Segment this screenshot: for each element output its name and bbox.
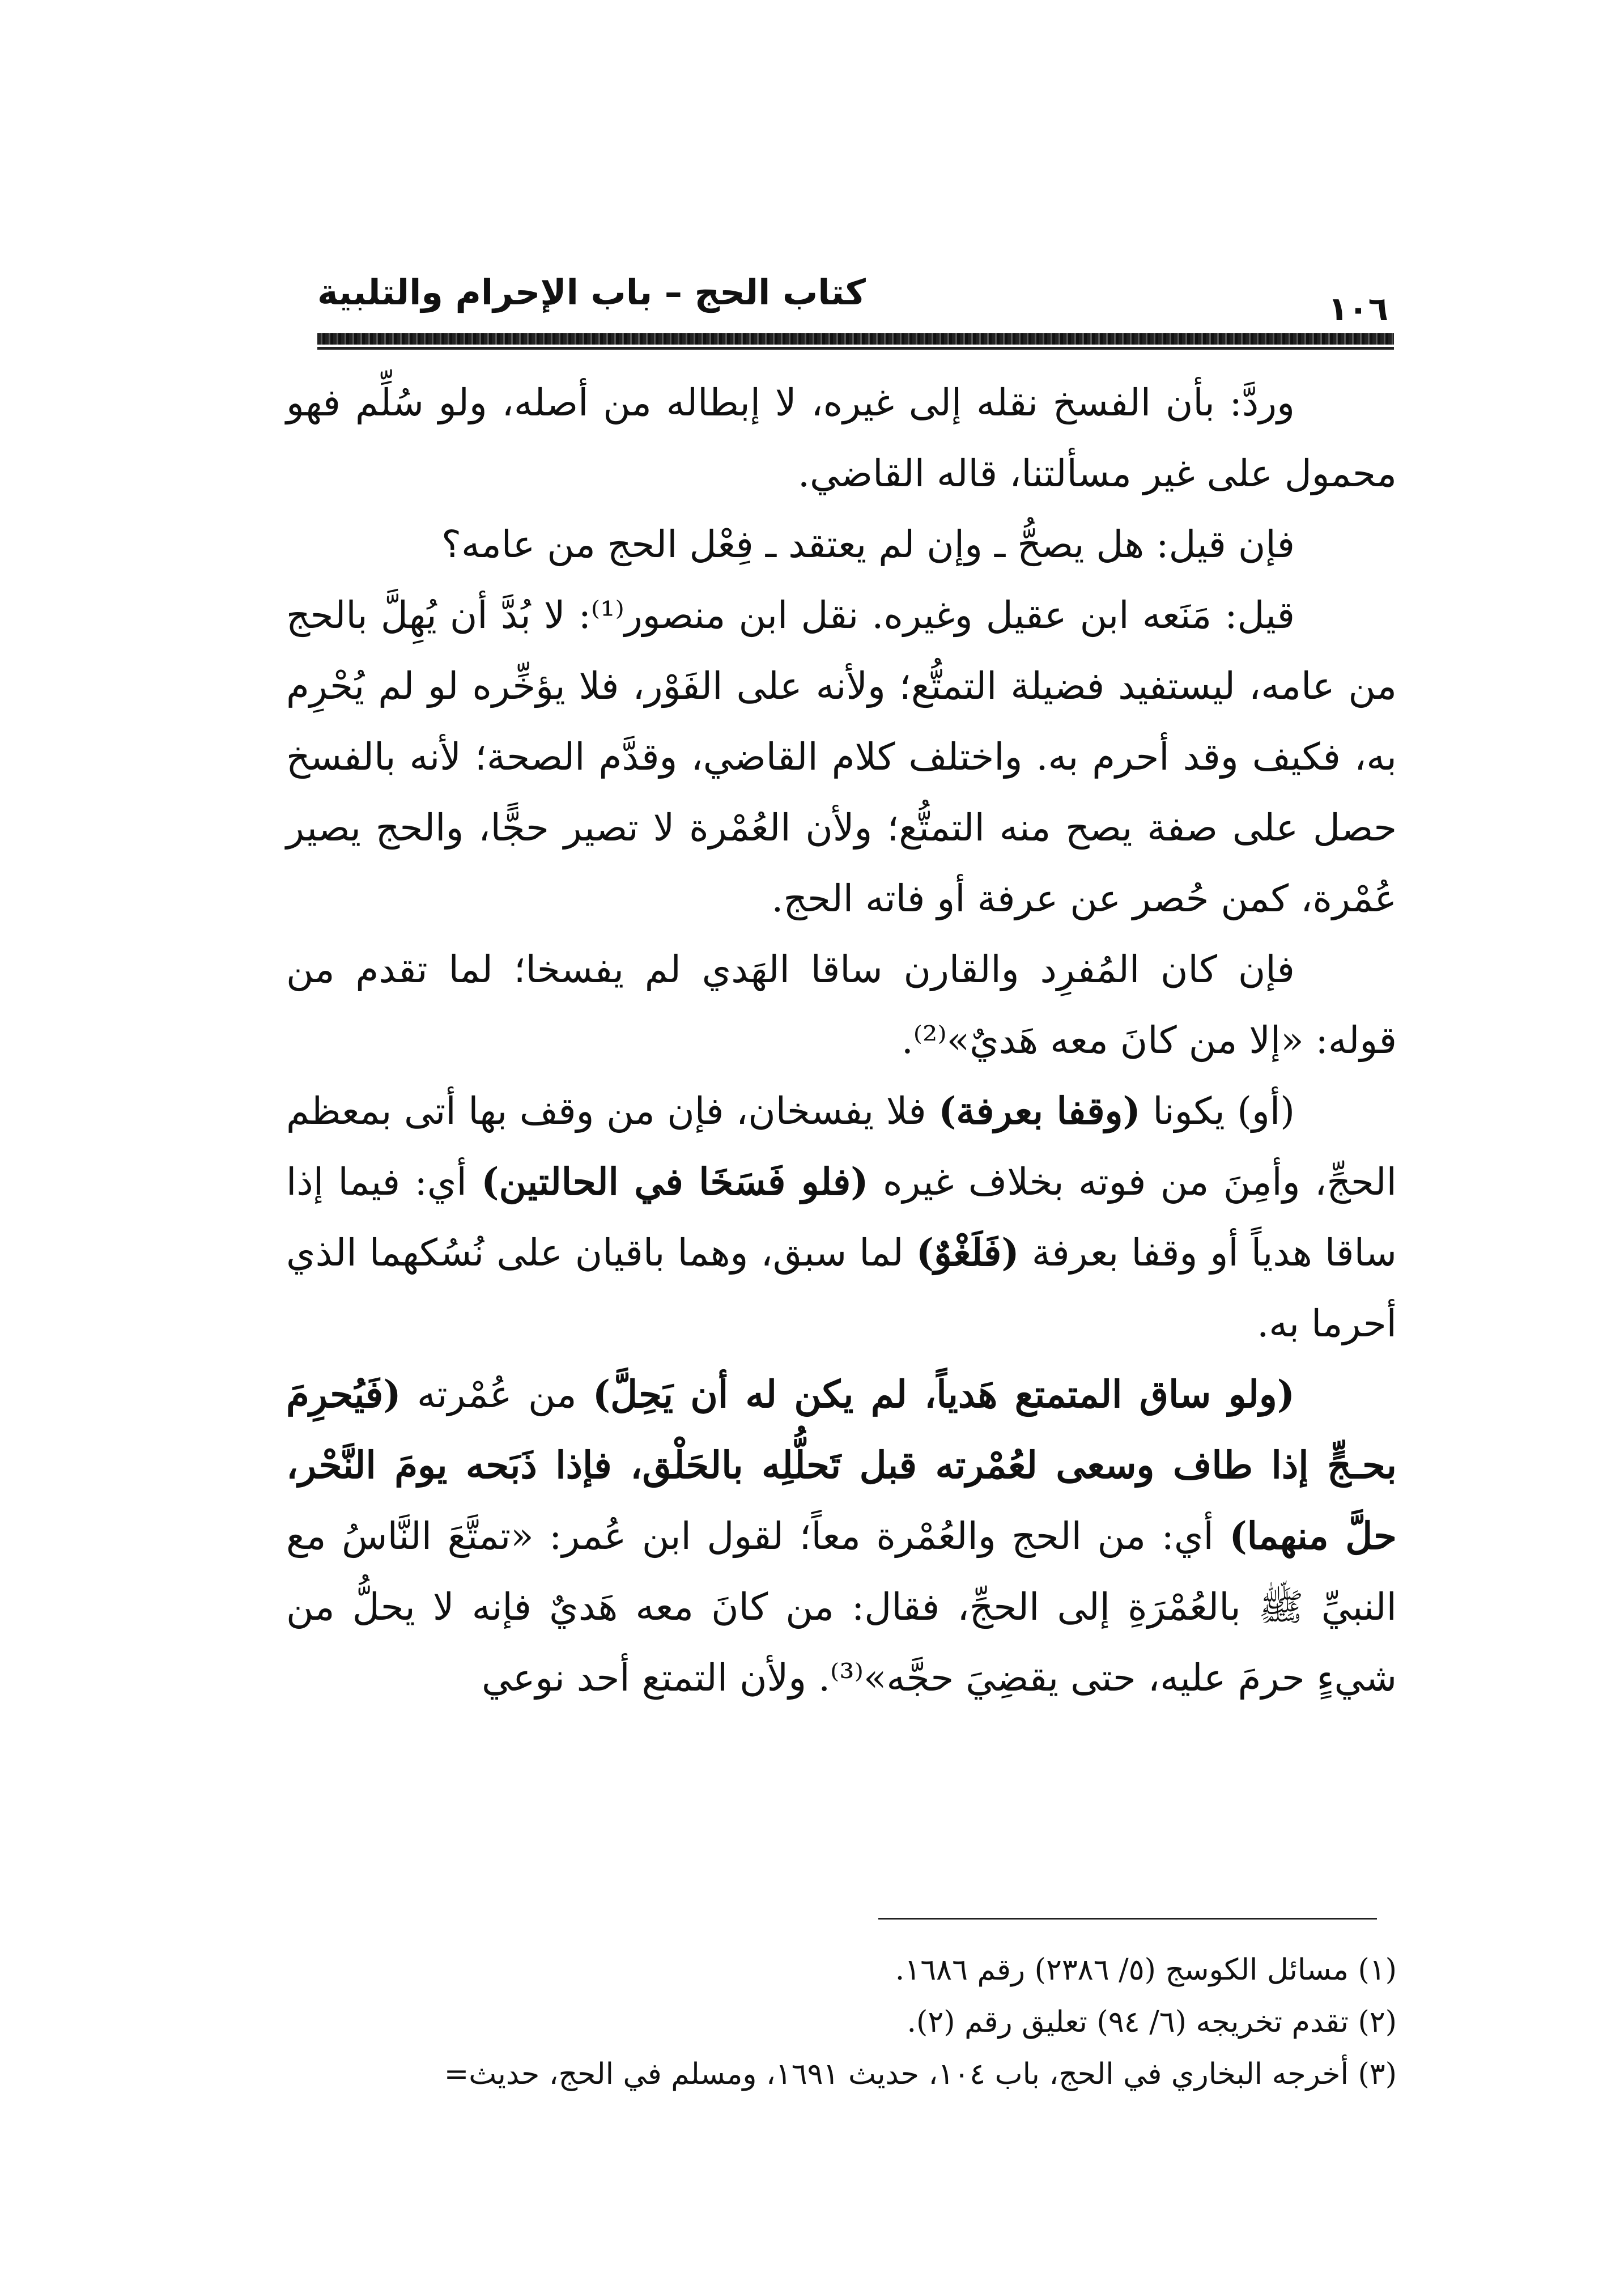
matn-bold: (فَيُحرِمَ بحـجٍّ إذا طاف وسعى لعُمْرته قبل تَحلُّلِه بالحَلْق، فإذا ذَبَحه يومَ النَّحْر، حلَّ منهما) [286,1372,1397,1558]
paragraph-2: فإن قيل: هل يصحُّ ـ وإن لم يعتقد ـ فِعْل الحج من عامه؟ [441,523,1295,566]
page-number: ١٠٦ [1328,290,1388,328]
paragraph-4: فإن كان المُفرِد والقارن ساقا الهَدي لم يفسخا؛ لما تقدم من قوله: «إلا من كانَ معه هَديٌ»⁽²⁾. [286,948,1397,1062]
matn-bold: (فَلَغْوٌ) [916,1230,1019,1275]
footnote-3: (٣) أخرجه البخاري في الحج، باب ١٠٤، حديث ١٦٩١، ومسلم في الحج، حديث= [444,2057,1397,2091]
footnote-2: (٢) تقدم تخريجه (٦/ ٩٤) تعليق رقم (٢). [907,2005,1397,2039]
text-run: فلا يفسخان، فإن من وقف بها أتى بمعظم الحجِّ، وأمِنَ من فوته بخلاف غيره [286,1089,1397,1204]
matn-bold: (ولو ساق المتمتع هَدياً، لم يكن له أن يَحِلَّ) [592,1372,1295,1416]
text-run: من عُمْرته [401,1373,593,1416]
footnote-separator [878,1918,1377,1920]
main-text [286,367,1397,1713]
footnotes [286,1944,1397,2100]
chapter-title: كتاب الحج – باب الإحرام والتلبية [317,271,866,313]
text-run: أي: من الحج والعُمْرة معاً؛ لقول ابن عُمر: «تمتَّعَ النَّاسُ مع النبيِّ ﷺ بالعُمْرَةِ إلى الحجِّ، فقال: من كانَ معه هَديٌ فإنه لا يحلُّ من شيءٍ حرمَ عليه، حتى يقضِيَ حجَّه»⁽³⁾. ولأن التمتع أحد نوعي [286,1514,1397,1700]
text-run: أي: فيما إذا ساقا هدياً أو وقفا بعرفة [286,1160,1397,1275]
header-rule [317,333,1394,345]
paragraph-6 [286,1359,1397,1713]
footnote-1: (١) مسائل الكوسج (٥/ ٢٣٨٦) رقم ١٦٨٦. [895,1953,1397,1987]
text-run: لما سبق، وهما باقيان على نُسُكهما الذي أحرما به. [286,1231,1397,1345]
paragraph-5 [286,1076,1397,1359]
matn-bold: (فلو فَسَخَا في الحالتين) [481,1160,869,1204]
running-header [317,266,1394,334]
paragraph-1: وردَّ: بأن الفسخ نقله إلى غيره، لا إبطاله من أصله، ولو سُلِّم فهو محمول على غير مسألتنا، قاله القاضي. [286,381,1397,495]
text-run: (أو) يكونا [1140,1089,1295,1133]
matn-bold: (وقفا بعرفة) [938,1089,1141,1133]
paragraph-3: قيل: مَنَعه ابن عقيل وغيره. نقل ابن منصور⁽¹⁾: لا بُدَّ أن يُهِلَّ بالحج من عامه، ليستفيد فضيلة التمتُّع؛ ولأنه على الفَوْر، فلا يؤخِّره لو لم يُحْرِم به، فكيف وقد أحرم به. واختلف كلام القاضي، وقدَّم الصحة؛ لأنه بالفسخ حصل على صفة يصح منه التمتُّع؛ ولأن العُمْرة لا تصير حجًّا، والحج يصير عُمْرة، كمن حُصر عن عرفة أو فاته الحج. [286,593,1397,920]
header-rule-thin [317,347,1394,350]
